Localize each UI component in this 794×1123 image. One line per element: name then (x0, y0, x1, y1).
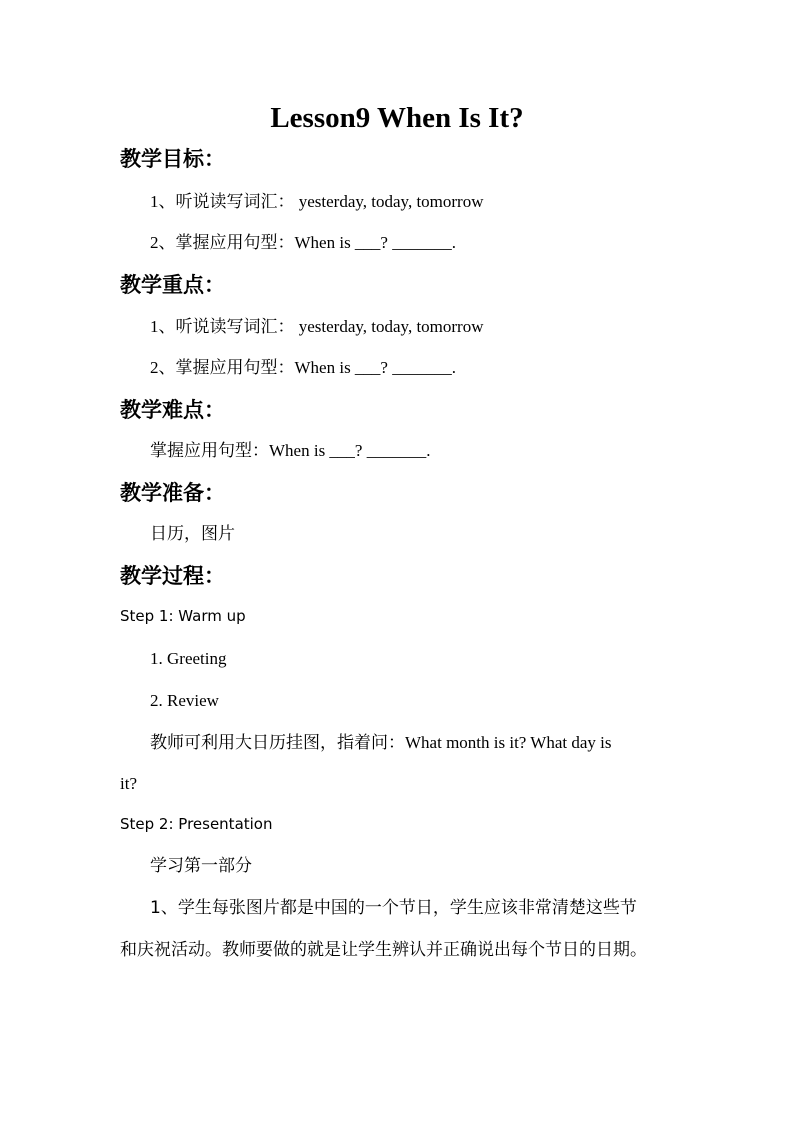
step2-title: Step 2: Presentation (120, 815, 273, 833)
key-points-item-1: 1、听说读写词汇： yesterday, today, tomorrow (150, 317, 484, 336)
objectives-heading: 教学目标： (120, 147, 225, 171)
difficulties-heading: 教学难点： (120, 398, 225, 422)
step1-item-2: 2. Review (150, 691, 219, 710)
difficulties-item-1: 掌握应用句型：When is ___? _______. (150, 441, 431, 460)
lesson-title: Lesson9 When Is It? (270, 102, 524, 134)
objectives-item-2: 2、掌握应用句型：When is ___? _______. (150, 233, 456, 252)
step2-part-label: 学习第一部分 (150, 856, 252, 876)
step2-paragraph-line-2: 和庆祝活动。教师要做的就是让学生辨认并正确说出每个节日的日期。 (120, 940, 647, 960)
step1-item-1: 1. Greeting (150, 649, 227, 668)
step2-paragraph-line-1: 1、学生每张图片都是中国的一个节日，学生应该非常清楚这些节 (150, 898, 637, 918)
key-points-item-2: 2、掌握应用句型：When is ___? _______. (150, 358, 456, 377)
key-points-heading: 教学重点： (120, 273, 225, 297)
preparation-item-1: 日历，图片 (150, 524, 235, 544)
preparation-heading: 教学准备： (120, 481, 225, 505)
step1-paragraph-line-2: it? (120, 774, 137, 793)
step1-paragraph-line-1: 教师可利用大日历挂图，指着问：What month is it? What day is (150, 733, 612, 752)
process-heading: 教学过程： (120, 564, 225, 588)
objectives-item-1: 1、听说读写词汇： yesterday, today, tomorrow (150, 192, 484, 211)
step1-title: Step 1: Warm up (120, 607, 246, 625)
